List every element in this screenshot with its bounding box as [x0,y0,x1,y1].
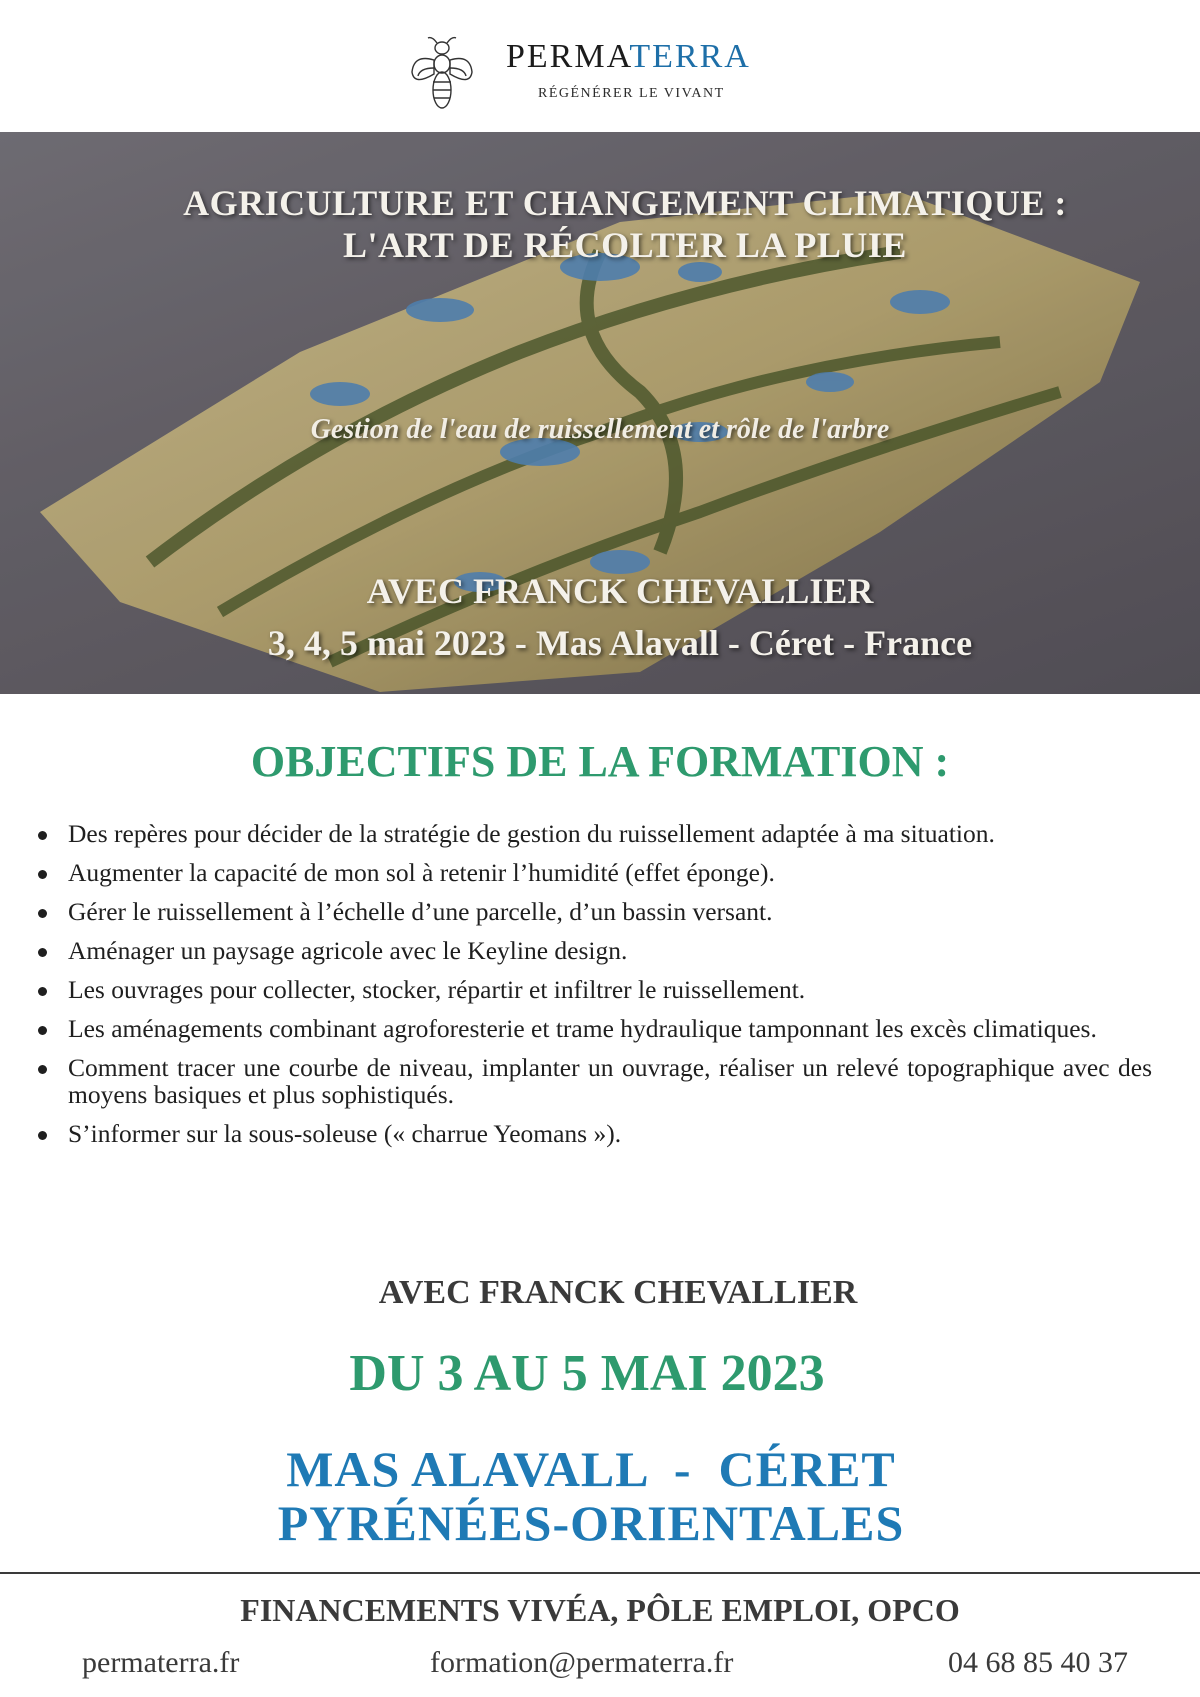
event-trainer: AVEC FRANCK CHEVALLIER [378,1274,858,1311]
bee-icon [410,34,474,114]
website-link[interactable]: permaterra.fr [82,1646,240,1679]
banner-dates: 3, 4, 5 mai 2023 - Mas Alavall - Céret - France [267,623,973,663]
event-place-line2: PYRÉNÉES-ORIENTALES [277,1495,905,1551]
list-item: Les ouvrages pour collecter, stocker, répartir et infiltrer le ruissellement. [34,976,1152,1003]
objectives-list [34,820,1152,1159]
event-dates: DU 3 AU 5 MAI 2023 [349,1345,825,1402]
funding-text: FINANCEMENTS VIVÉA, PÔLE EMPLOI, OPCO [240,1592,960,1628]
banner-title-line1: AGRICULTURE ET CHANGEMENT CLIMATIQUE : [183,183,1067,223]
footer-divider [0,1572,1200,1574]
list-item: S’informer sur la sous-soleuse (« charrue Yeomans »). [34,1120,1152,1147]
brand-name: PERMATERRA [506,38,751,75]
list-item: Gérer le ruissellement à l’échelle d’une parcelle, d’un bassin versant. [34,898,1152,925]
list-item: Augmenter la capacité de mon sol à retenir l’humidité (effet éponge). [34,859,1152,886]
list-item: Aménager un paysage agricole avec le Keyline design. [34,937,1152,964]
brand-tagline: RÉGÉNÉRER LE VIVANT [538,86,725,101]
header [0,0,1200,132]
phone-number[interactable]: 04 68 85 40 37 [948,1646,1128,1679]
list-item: Les aménagements combinant agroforesterie et trame hydraulique tamponnant les excès climatiques. [34,1015,1152,1042]
email-link[interactable]: formation@permaterra.fr [430,1646,734,1679]
banner-subtitle: Gestion de l'eau de ruissellement et rôle de l'arbre [310,414,890,445]
event-place-line1: MAS ALAVALL - CÉRET [286,1441,896,1497]
list-item: Comment tracer une courbe de niveau, implanter un ouvrage, réaliser un relevé topographique avec des moyens basiques et plus sophistiqués. [34,1054,1152,1108]
banner-title-line2: L'ART DE RÉCOLTER LA PLUIE [343,225,907,265]
hero-banner [0,132,1200,694]
banner-trainer: AVEC FRANCK CHEVALLIER [366,571,874,611]
objectives-title: OBJECTIFS DE LA FORMATION : [250,737,950,786]
list-item: Des repères pour décider de la stratégie de gestion du ruissellement adaptée à ma situation. [34,820,1152,847]
